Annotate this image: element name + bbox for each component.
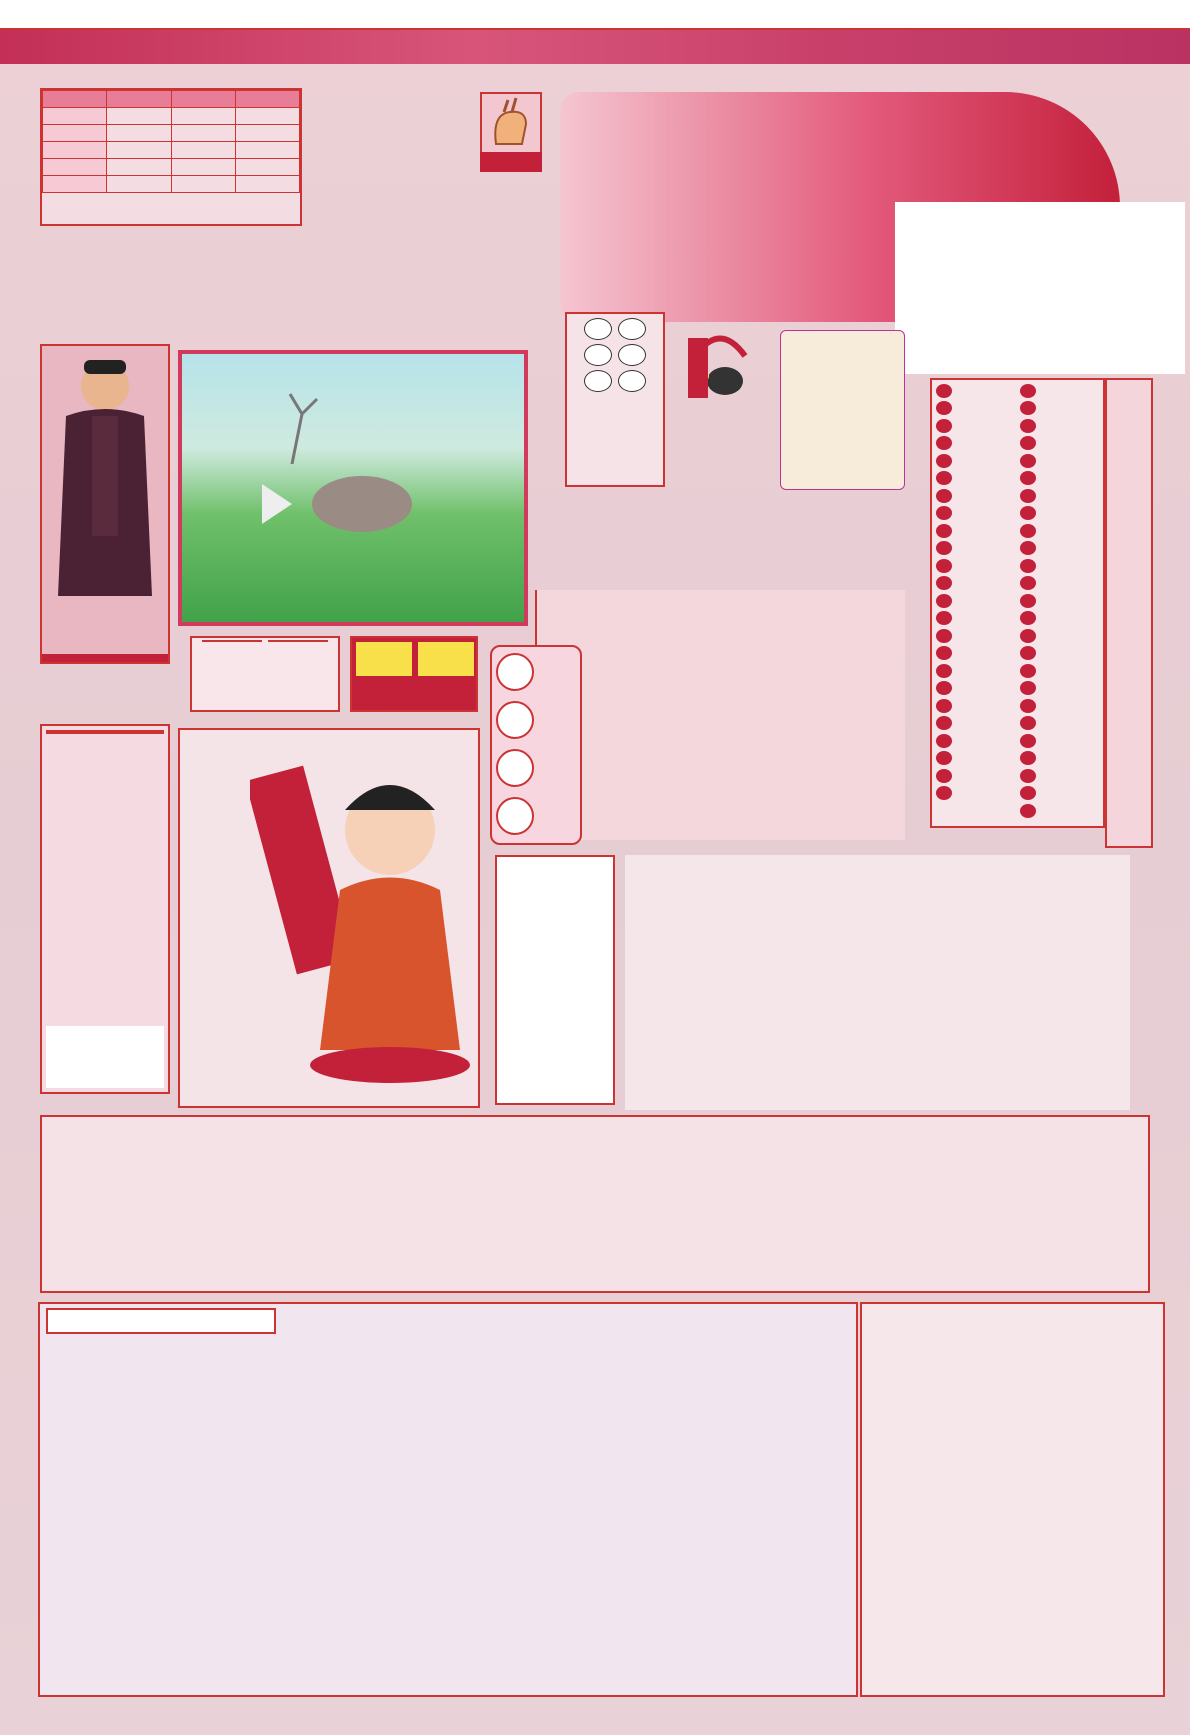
star-row (1020, 505, 1104, 523)
open-box-size (202, 640, 262, 642)
catch-wave-label (480, 152, 542, 172)
star-row (936, 697, 1016, 715)
star-row (936, 505, 1016, 523)
star-row (1020, 522, 1104, 540)
gate-row (43, 176, 300, 193)
star-row (1020, 452, 1104, 470)
gate-cell (107, 125, 171, 142)
star-row (936, 417, 1016, 435)
gate-cell (107, 108, 171, 125)
star-row (936, 627, 1016, 645)
catch-wave-number (496, 284, 536, 344)
star-row (1020, 680, 1104, 698)
gate-row (43, 142, 300, 159)
star-row (1020, 575, 1104, 593)
color-wave-number (584, 344, 612, 366)
open-box (190, 636, 340, 712)
star-row (1020, 417, 1104, 435)
gate-cell (235, 142, 299, 159)
star-row (936, 452, 1016, 470)
star-row (1020, 610, 1104, 628)
star-number (936, 629, 952, 643)
star-row (936, 487, 1016, 505)
star-number (1020, 769, 1036, 783)
gate-cell (43, 176, 107, 193)
star-number (936, 506, 952, 520)
star-number (1020, 506, 1036, 520)
color-wave-row (567, 344, 663, 366)
star-row (1020, 470, 1104, 488)
treasure-label (688, 338, 708, 398)
gate-cell (43, 159, 107, 176)
hot-number (496, 701, 534, 739)
star-row (1020, 435, 1104, 453)
kid-illustration (250, 750, 470, 1090)
star-number (1020, 541, 1036, 555)
results-title (46, 1308, 276, 1334)
star-number (1020, 384, 1036, 398)
library-label (418, 642, 474, 676)
star-number (1020, 436, 1036, 450)
star-row (936, 645, 1016, 663)
star-number (936, 699, 952, 713)
star-row (1020, 487, 1104, 505)
star-number (936, 594, 952, 608)
gate-cell (43, 108, 107, 125)
star-row (1020, 802, 1104, 820)
star-row (936, 540, 1016, 558)
star-number (936, 734, 952, 748)
star-row (936, 470, 1016, 488)
star-number (1020, 559, 1036, 573)
horse-box-title (46, 730, 164, 734)
star-number (1020, 716, 1036, 730)
hand-icon (480, 92, 542, 158)
horse-box (40, 724, 170, 1094)
color-wave-number (618, 344, 646, 366)
star-number (936, 419, 952, 433)
star-row (936, 750, 1016, 768)
gate-cell (43, 142, 107, 159)
star-row (1020, 732, 1104, 750)
star-number (936, 541, 952, 555)
star-row (936, 575, 1016, 593)
star-row (1020, 645, 1104, 663)
gate-table-box (40, 88, 302, 226)
star-number (1020, 489, 1036, 503)
star-row (936, 400, 1016, 418)
star-row (936, 767, 1016, 785)
color-wave-number (584, 370, 612, 392)
zodiac-box (40, 1115, 1150, 1293)
star-number (936, 384, 952, 398)
star-row (1020, 557, 1104, 575)
blank-area (895, 202, 1185, 374)
star-row (1020, 592, 1104, 610)
star-number (936, 751, 952, 765)
star-number (1020, 786, 1036, 800)
star-number (936, 576, 952, 590)
star-number (1020, 401, 1036, 415)
star-row (936, 435, 1016, 453)
star-row (936, 592, 1016, 610)
color-wave-row (567, 318, 663, 340)
gate-header (235, 91, 299, 108)
gate-cell (171, 142, 235, 159)
star-row (1020, 540, 1104, 558)
gate-cell (171, 176, 235, 193)
star-row (1020, 715, 1104, 733)
star-number (1020, 664, 1036, 678)
star-row (936, 732, 1016, 750)
portrait-caption (42, 654, 168, 662)
gate-cell (107, 142, 171, 159)
brand-strip-bottom (20, 1700, 1180, 1720)
star-number (1020, 681, 1036, 695)
ad-banner[interactable] (0, 0, 1190, 30)
star-number (936, 436, 952, 450)
brand-strip-top (20, 66, 1180, 86)
gate-cell (235, 176, 299, 193)
color-wave-box (565, 312, 665, 487)
gate-row (43, 125, 300, 142)
color-wave-number (618, 370, 646, 392)
star-number (936, 524, 952, 538)
star-number (1020, 734, 1036, 748)
gate-row (43, 159, 300, 176)
color-wave-number (584, 318, 612, 340)
gate-cell (43, 125, 107, 142)
star-number (936, 716, 952, 730)
gate-cell (107, 159, 171, 176)
star-number (1020, 699, 1036, 713)
gate-header (43, 91, 107, 108)
tracking-header (540, 495, 900, 585)
star-number (1020, 524, 1036, 538)
star-row (936, 715, 1016, 733)
gate-cell (171, 108, 235, 125)
star-number (936, 401, 952, 415)
portrait-photo (40, 344, 170, 664)
stats-grid-title (862, 1304, 1163, 1316)
gate-table (42, 90, 300, 193)
scroll-text-box (780, 330, 905, 490)
gate-header (107, 91, 171, 108)
gate-cell (235, 159, 299, 176)
four-joy-box (178, 728, 480, 1108)
analysis-text (305, 100, 465, 350)
star-number (1020, 471, 1036, 485)
tracking-text (535, 590, 905, 840)
star-row (1020, 382, 1104, 400)
star-number (936, 646, 952, 660)
gate-row (43, 108, 300, 125)
star-row (1020, 750, 1104, 768)
results-box (38, 1302, 858, 1697)
gate-cell (171, 125, 235, 142)
open-box-parity (268, 640, 328, 642)
color-wave-row (567, 370, 663, 392)
star-row (1020, 697, 1104, 715)
star-row (1020, 785, 1104, 803)
hot-number (496, 797, 534, 835)
star-row (1020, 400, 1104, 418)
star-number (936, 681, 952, 695)
hot-number (496, 749, 534, 787)
star-number (936, 664, 952, 678)
last-explain-text (625, 855, 1130, 1110)
star-number (1020, 576, 1036, 590)
star-row (1020, 662, 1104, 680)
stats-grid-box (860, 1302, 1165, 1697)
gate-cell (235, 108, 299, 125)
star-row (936, 662, 1016, 680)
hot-numbers-box (490, 645, 582, 845)
star-number (936, 611, 952, 625)
nine-wave-panel (1105, 378, 1153, 848)
star-number (936, 489, 952, 503)
star-number (1020, 804, 1036, 818)
painting-image (178, 350, 528, 626)
star-number (1020, 419, 1036, 433)
star-number (1020, 594, 1036, 608)
star-row (936, 785, 1016, 803)
star-number (936, 454, 952, 468)
star-number (1020, 611, 1036, 625)
gate-cell (107, 176, 171, 193)
star-row (936, 382, 1016, 400)
gate-header (171, 91, 235, 108)
star-row (936, 610, 1016, 628)
star-number (1020, 454, 1036, 468)
star-row (1020, 627, 1104, 645)
gate-cell (235, 125, 299, 142)
color-wave-number (618, 318, 646, 340)
catch-wave-title (494, 176, 534, 296)
star-row (936, 680, 1016, 698)
masthead-bar (0, 30, 1190, 64)
star-row (936, 557, 1016, 575)
star-number (936, 786, 952, 800)
star-row (1020, 767, 1104, 785)
library-label (356, 642, 412, 676)
hot-number (496, 653, 534, 691)
star-number (936, 559, 952, 573)
star-number (1020, 646, 1036, 660)
last-explain-banner (495, 855, 615, 1105)
star-row (936, 522, 1016, 540)
star-number (936, 471, 952, 485)
gate-cell (171, 159, 235, 176)
star-number (1020, 751, 1036, 765)
star-number (936, 769, 952, 783)
star-chart-box (930, 378, 1105, 828)
star-number (1020, 629, 1036, 643)
library-box (350, 636, 478, 712)
